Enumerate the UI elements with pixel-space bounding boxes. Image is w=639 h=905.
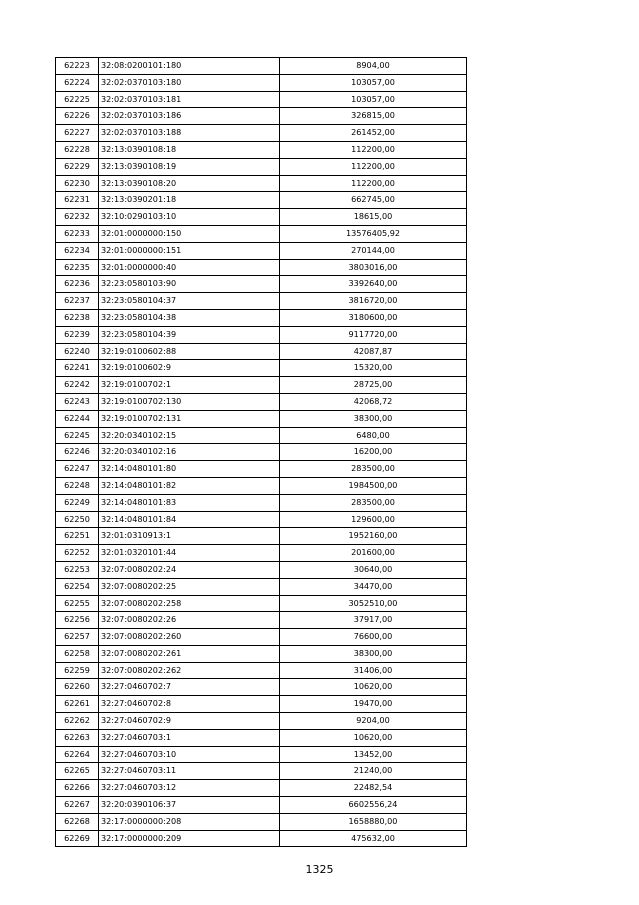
row-number-cell: 62229 (56, 158, 99, 175)
row-number-cell: 62254 (56, 578, 99, 595)
value-cell: 3052510,00 (280, 595, 467, 612)
value-cell: 261452,00 (280, 125, 467, 142)
row-number-cell: 62251 (56, 528, 99, 545)
value-cell: 18615,00 (280, 209, 467, 226)
value-cell: 283500,00 (280, 494, 467, 511)
cadastral-number-cell: 32:01:0320101:44 (99, 545, 280, 562)
cadastral-number-cell: 32:07:0080202:25 (99, 578, 280, 595)
row-number-cell: 62227 (56, 125, 99, 142)
row-number-cell: 62231 (56, 192, 99, 209)
row-number-cell: 62223 (56, 58, 99, 75)
table-row (56, 729, 467, 746)
row-number-cell: 62269 (56, 830, 99, 847)
row-number-cell: 62252 (56, 545, 99, 562)
cadastral-number-cell: 32:27:0460702:8 (99, 696, 280, 713)
row-number-cell: 62233 (56, 225, 99, 242)
row-number-cell: 62263 (56, 729, 99, 746)
cadastral-number-cell: 32:02:0370103:186 (99, 108, 280, 125)
table-row (56, 377, 467, 394)
cadastral-number-cell: 32:14:0480101:82 (99, 477, 280, 494)
table-row (56, 108, 467, 125)
table-row (56, 58, 467, 75)
value-cell: 3803016,00 (280, 259, 467, 276)
cadastral-number-cell: 32:10:0290103:10 (99, 209, 280, 226)
cadastral-number-cell: 32:13:0390108:19 (99, 158, 280, 175)
value-cell: 9117720,00 (280, 326, 467, 343)
table-row (56, 461, 467, 478)
table-row (56, 629, 467, 646)
value-cell: 16200,00 (280, 444, 467, 461)
cadastral-number-cell: 32:07:0080202:262 (99, 662, 280, 679)
cadastral-number-cell: 32:07:0080202:24 (99, 561, 280, 578)
table-row (56, 528, 467, 545)
cadastral-number-cell: 32:14:0480101:80 (99, 461, 280, 478)
row-number-cell: 62241 (56, 360, 99, 377)
row-number-cell: 62235 (56, 259, 99, 276)
table-row (56, 360, 467, 377)
table-row (56, 309, 467, 326)
value-cell: 9204,00 (280, 713, 467, 730)
cadastral-number-cell: 32:23:0580104:38 (99, 309, 280, 326)
row-number-cell: 62224 (56, 74, 99, 91)
cadastral-number-cell: 32:08:0200101:180 (99, 58, 280, 75)
row-number-cell: 62253 (56, 561, 99, 578)
value-cell: 28725,00 (280, 377, 467, 394)
table-row (56, 662, 467, 679)
table-row (56, 679, 467, 696)
value-cell: 34470,00 (280, 578, 467, 595)
cadastral-number-cell: 32:07:0080202:261 (99, 645, 280, 662)
value-cell: 13576405,92 (280, 225, 467, 242)
row-number-cell: 62230 (56, 175, 99, 192)
row-number-cell: 62248 (56, 477, 99, 494)
table-row (56, 813, 467, 830)
value-cell: 10620,00 (280, 729, 467, 746)
table-row (56, 545, 467, 562)
row-number-cell: 62247 (56, 461, 99, 478)
table-row (56, 746, 467, 763)
value-cell: 37917,00 (280, 612, 467, 629)
value-cell: 129600,00 (280, 511, 467, 528)
row-number-cell: 62226 (56, 108, 99, 125)
cadastral-number-cell: 32:14:0480101:84 (99, 511, 280, 528)
row-number-cell: 62255 (56, 595, 99, 612)
table-row (56, 494, 467, 511)
cadastral-number-cell: 32:27:0460703:11 (99, 763, 280, 780)
table-row (56, 293, 467, 310)
value-cell: 103057,00 (280, 91, 467, 108)
table-row (56, 830, 467, 847)
row-number-cell: 62259 (56, 662, 99, 679)
row-number-cell: 62258 (56, 645, 99, 662)
cadastral-number-cell: 32:27:0460702:9 (99, 713, 280, 730)
table-row (56, 780, 467, 797)
cadastral-number-cell: 32:19:0100602:9 (99, 360, 280, 377)
value-cell: 21240,00 (280, 763, 467, 780)
cadastral-number-cell: 32:20:0340102:16 (99, 444, 280, 461)
value-cell: 3816720,00 (280, 293, 467, 310)
row-number-cell: 62256 (56, 612, 99, 629)
table-row (56, 259, 467, 276)
value-cell: 10620,00 (280, 679, 467, 696)
row-number-cell: 62262 (56, 713, 99, 730)
table-row (56, 91, 467, 108)
table-row (56, 141, 467, 158)
table-row (56, 797, 467, 814)
value-cell: 112200,00 (280, 175, 467, 192)
cadastral-number-cell: 32:14:0480101:83 (99, 494, 280, 511)
cadastral-number-cell: 32:07:0080202:258 (99, 595, 280, 612)
table-row (56, 763, 467, 780)
cadastral-number-cell: 32:02:0370103:188 (99, 125, 280, 142)
cadastral-number-cell: 32:13:0390201:18 (99, 192, 280, 209)
table-row (56, 225, 467, 242)
table-row (56, 578, 467, 595)
table-row (56, 242, 467, 259)
table-row (56, 125, 467, 142)
row-number-cell: 62225 (56, 91, 99, 108)
row-number-cell: 62246 (56, 444, 99, 461)
value-cell: 1658880,00 (280, 813, 467, 830)
row-number-cell: 62240 (56, 343, 99, 360)
value-cell: 42068,72 (280, 393, 467, 410)
cadastral-number-cell: 32:01:0000000:150 (99, 225, 280, 242)
table-row (56, 175, 467, 192)
value-cell: 1984500,00 (280, 477, 467, 494)
row-number-cell: 62265 (56, 763, 99, 780)
value-cell: 201600,00 (280, 545, 467, 562)
value-cell: 475632,00 (280, 830, 467, 847)
table-row (56, 326, 467, 343)
value-cell: 13452,00 (280, 746, 467, 763)
value-cell: 76600,00 (280, 629, 467, 646)
table-row (56, 276, 467, 293)
row-number-cell: 62257 (56, 629, 99, 646)
value-cell: 38300,00 (280, 645, 467, 662)
cadastral-number-cell: 32:19:0100602:88 (99, 343, 280, 360)
value-cell: 6480,00 (280, 427, 467, 444)
cadastral-number-cell: 32:07:0080202:260 (99, 629, 280, 646)
value-cell: 326815,00 (280, 108, 467, 125)
table-row (56, 511, 467, 528)
row-number-cell: 62243 (56, 393, 99, 410)
value-cell: 3180600,00 (280, 309, 467, 326)
cadastral-number-cell: 32:01:0310913:1 (99, 528, 280, 545)
value-cell: 42087,87 (280, 343, 467, 360)
row-number-cell: 62237 (56, 293, 99, 310)
table-row (56, 477, 467, 494)
cadastral-number-cell: 32:17:0000000:208 (99, 813, 280, 830)
cadastral-number-cell: 32:20:0390106:37 (99, 797, 280, 814)
value-cell: 6602556,24 (280, 797, 467, 814)
row-number-cell: 62249 (56, 494, 99, 511)
table-row (56, 158, 467, 175)
table-row (56, 612, 467, 629)
cadastral-number-cell: 32:27:0460703:10 (99, 746, 280, 763)
table-row (56, 393, 467, 410)
table-row (56, 561, 467, 578)
cadastral-number-cell: 32:02:0370103:180 (99, 74, 280, 91)
value-cell: 270144,00 (280, 242, 467, 259)
cadastral-number-cell: 32:13:0390108:20 (99, 175, 280, 192)
value-cell: 30640,00 (280, 561, 467, 578)
row-number-cell: 62238 (56, 309, 99, 326)
row-number-cell: 62267 (56, 797, 99, 814)
row-number-cell: 62239 (56, 326, 99, 343)
row-number-cell: 62268 (56, 813, 99, 830)
table-row (56, 444, 467, 461)
row-number-cell: 62236 (56, 276, 99, 293)
cadastral-number-cell: 32:19:0100702:130 (99, 393, 280, 410)
cadastral-number-cell: 32:20:0340102:15 (99, 427, 280, 444)
value-cell: 15320,00 (280, 360, 467, 377)
cadastral-number-cell: 32:27:0460702:7 (99, 679, 280, 696)
row-number-cell: 62260 (56, 679, 99, 696)
value-cell: 1952160,00 (280, 528, 467, 545)
row-number-cell: 62234 (56, 242, 99, 259)
cadastral-number-cell: 32:23:0580104:39 (99, 326, 280, 343)
row-number-cell: 62266 (56, 780, 99, 797)
row-number-cell: 62264 (56, 746, 99, 763)
table-row (56, 427, 467, 444)
page-number: 1325 (305, 863, 334, 876)
value-cell: 19470,00 (280, 696, 467, 713)
cadastral-number-cell: 32:07:0080202:26 (99, 612, 280, 629)
cadastral-number-cell: 32:01:0000000:40 (99, 259, 280, 276)
cadastral-number-cell: 32:27:0460703:12 (99, 780, 280, 797)
row-number-cell: 62244 (56, 410, 99, 427)
cadastral-number-cell: 32:13:0390108:18 (99, 141, 280, 158)
value-cell: 112200,00 (280, 141, 467, 158)
table-row (56, 343, 467, 360)
value-cell: 112200,00 (280, 158, 467, 175)
table-row (56, 713, 467, 730)
cadastral-number-cell: 32:01:0000000:151 (99, 242, 280, 259)
cadastral-number-cell: 32:23:0580103:90 (99, 276, 280, 293)
table-row (56, 192, 467, 209)
table-row (56, 645, 467, 662)
value-cell: 31406,00 (280, 662, 467, 679)
registry-table (55, 57, 467, 847)
table-row (56, 410, 467, 427)
value-cell: 38300,00 (280, 410, 467, 427)
cadastral-number-cell: 32:19:0100702:131 (99, 410, 280, 427)
value-cell: 283500,00 (280, 461, 467, 478)
cadastral-number-cell: 32:27:0460703:1 (99, 729, 280, 746)
value-cell: 8904,00 (280, 58, 467, 75)
cadastral-number-cell: 32:17:0000000:209 (99, 830, 280, 847)
row-number-cell: 62242 (56, 377, 99, 394)
value-cell: 103057,00 (280, 74, 467, 91)
cadastral-number-cell: 32:23:0580104:37 (99, 293, 280, 310)
row-number-cell: 62250 (56, 511, 99, 528)
row-number-cell: 62245 (56, 427, 99, 444)
table-row (56, 74, 467, 91)
table-row (56, 209, 467, 226)
value-cell: 22482,54 (280, 780, 467, 797)
cadastral-number-cell: 32:02:0370103:181 (99, 91, 280, 108)
row-number-cell: 62261 (56, 696, 99, 713)
value-cell: 662745,00 (280, 192, 467, 209)
cadastral-number-cell: 32:19:0100702:1 (99, 377, 280, 394)
value-cell: 3392640,00 (280, 276, 467, 293)
row-number-cell: 62232 (56, 209, 99, 226)
table-row (56, 595, 467, 612)
table-row (56, 696, 467, 713)
table-body (56, 58, 467, 847)
row-number-cell: 62228 (56, 141, 99, 158)
